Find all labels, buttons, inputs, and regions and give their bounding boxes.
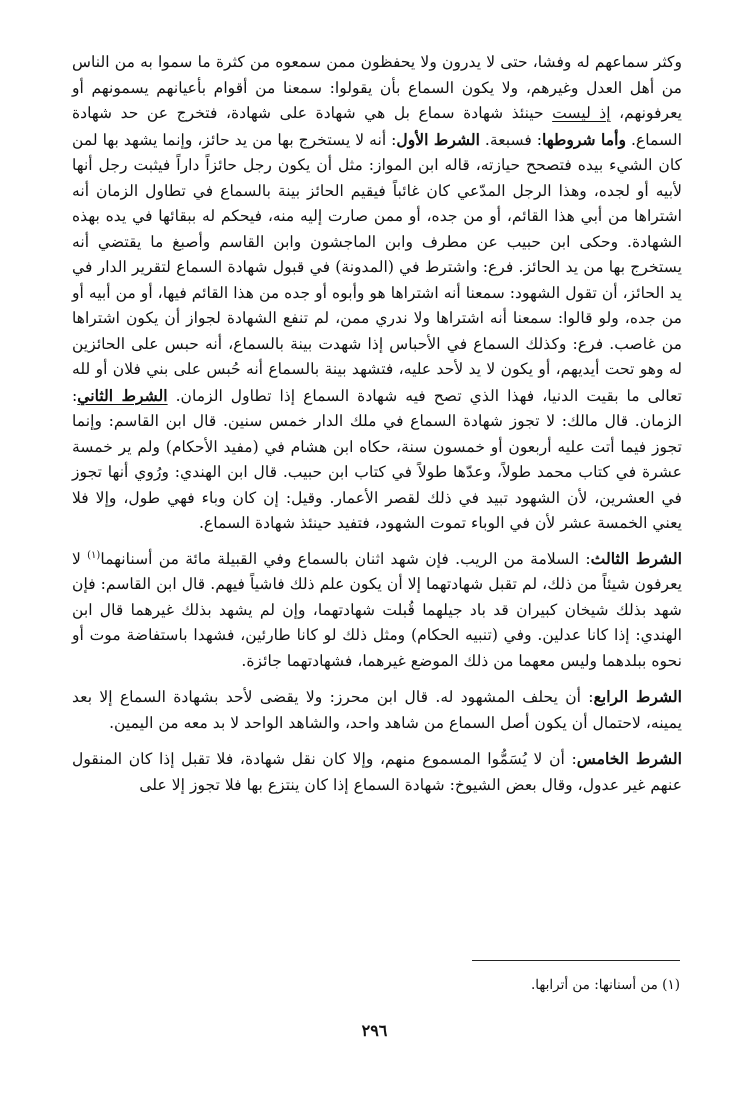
p3-text-1: : أن يحلف المشهود له. قال ابن محرز: ولا يقضى لأحد بشهادة السماع إلا بعد يمينه، لاحتمال أن يكون أصل السماع من شاهد واحد، والشاهد الواحد لا بد معه من اليمين.: [72, 688, 682, 732]
condition-4-label: الشرط الرابع: [593, 687, 683, 706]
paragraph-condition-5: [72, 746, 682, 798]
condition-1-label: الشرط الأول: [396, 129, 480, 149]
main-text: [72, 50, 682, 808]
p1-text-7: : أنه لا يستخرج بها من يد حائز، وإنما يشهد بها لمن كان الشيء بيده فتصحح حيازته، قاله ابن المواز: مثل أن يكون رجل حائزاً داراً فيثبت رجل أنها لأبيه أو لجده، وهذا الرجل المدّعي كان غائباً فيقيم الحائز بينة بالسماع في تطاول الزمان أنه اشتراها من أبي هذا القائم، أو من جده، أو ممن صارت إليه منه، فيحكم له ببقائها في يده بهذه الشهادة. وحكى ابن حبيب عن مطرف وابن الماجشون وابن القاسم وأصبغ ما يقتضي أنه يستخرج بها من يد الحائز. فرع: واشترط في (المدونة) في قبول شهادة السماع لتقرير الدار في يد الحائز، أن تقول الشهود: سمعنا أنه اشتراها هو وأبوه أو جده من هذا القائم فيها، أو من أبيه أو من جده، ولو قالوا: سمعنا أنه اشتراها ولا ندري ممن، لم تنفع الشهادة لجواز أن يكون اشتراها من غاصب. فرع: وكذلك السماع في الأحباس إذا شهدت بينة بالسماع، أنه حبس على الحائزين له وهو تحت أيديهم، أو يكون لا يد لأحد عليه، فتشهد بينة بالسماع أنه حُبس على بني فلان أو لله تعالى ما بقيت الدنيا، فهذا الذي تصح فيه شهادة السماع إذا تطاول الزمان.: [72, 130, 682, 405]
condition-2-label: الشرط الثاني: [77, 385, 168, 405]
paragraph-condition-4: [72, 684, 682, 736]
p4-text-1: : أن لا يُسَمُّوا المسموع منهم، وإلا كان نقل شهادة، فلا تقبل إذا كان المنقول عنهم غير عدول، وقال بعض الشيوخ: شهادة السماع إذا كان ينتزع بها فلا تجوز إلا على: [72, 750, 682, 794]
p1-text-5: : فسبعة.: [479, 130, 543, 149]
p2-text-2: لا يعرفون شيئاً من ذلك، لم تقبل شهادتهما إلا أن يكون علم ذلك فاشياً فيهم. قال ابن القاسم: فإن شهد بذلك شيخان كبيران قد باد جيلهما قُبلت شهادتهما، وإن لم يشهد بذلك غيرهما قال ابن الهندي: إذا كانا عدلين. وفي (تنبيه الحكام) ومثل ذلك لو كانا طارئين، فشهدا باستفاضة موت أو نحوه ببلدهما وليس معهما من ذلك الموضع غيرهما، فشهادتهما جائزة.: [72, 549, 682, 670]
paragraph-condition-3: [72, 546, 682, 675]
p1-text-1: وكثر سماعهم له وفشا، حتى لا يدرون ولا يحفظون ممن سمعوه من كثرة ما سموا به من الناس من أهل العدل وغيرهم، ولا يكون السماع بأن يقولوا: سمعنا من أقوام بأعيانهم يسمونهم أو يعرفونهم،: [72, 53, 682, 122]
condition-5-label: الشرط الخامس: [576, 749, 682, 768]
p1-text-9: : الزمان. قال مالك: لا تجوز شهادة السماع في ملك الدار خمس سنين. قال ابن القاسم: وإنما تجوز فيما أتت عليه أربعون أو خمسون سنة، حكاه ابن هشام في (مفيد الأحكام) ولم ير خمسة عشرة في كتاب محمد طولاً، وعدّها طولاً في كتاب ابن حبيب. قال ابن الهندي: ورُوي أنها تجوز في العشرين، لأن الشهود تبيد في ذلك لقصر الأعمار. وقيل: إن كان وباء فهي طول، وإلا فلا يعني الخمسة عشر لأن في الوباء تموت الشهود، فتفيد حينئذ شهادة السماع.: [72, 386, 682, 532]
conditions-heading: وأما شروطها: [542, 129, 626, 149]
p1-text-3: حينئذ شهادة سماع بل هي شهادة على شهادة، فتخرج عن حد شهادة السماع.: [72, 104, 682, 149]
p1-underlined-phrase: إذ ليست: [552, 104, 611, 122]
footnote-separator: [472, 960, 680, 961]
paragraph-1: [72, 50, 682, 537]
condition-3-label: الشرط الثالث: [590, 548, 682, 568]
footnote: (١) من أسنانها: من أترابها.: [531, 977, 680, 993]
p2-text-1: : السلامة من الريب. فإن شهد اثنان بالسماع وفي القبيلة مائة من أسنانهما: [100, 549, 591, 568]
footnote-reference: (١): [87, 549, 101, 561]
page-number: ٢٩٦: [361, 1021, 388, 1040]
